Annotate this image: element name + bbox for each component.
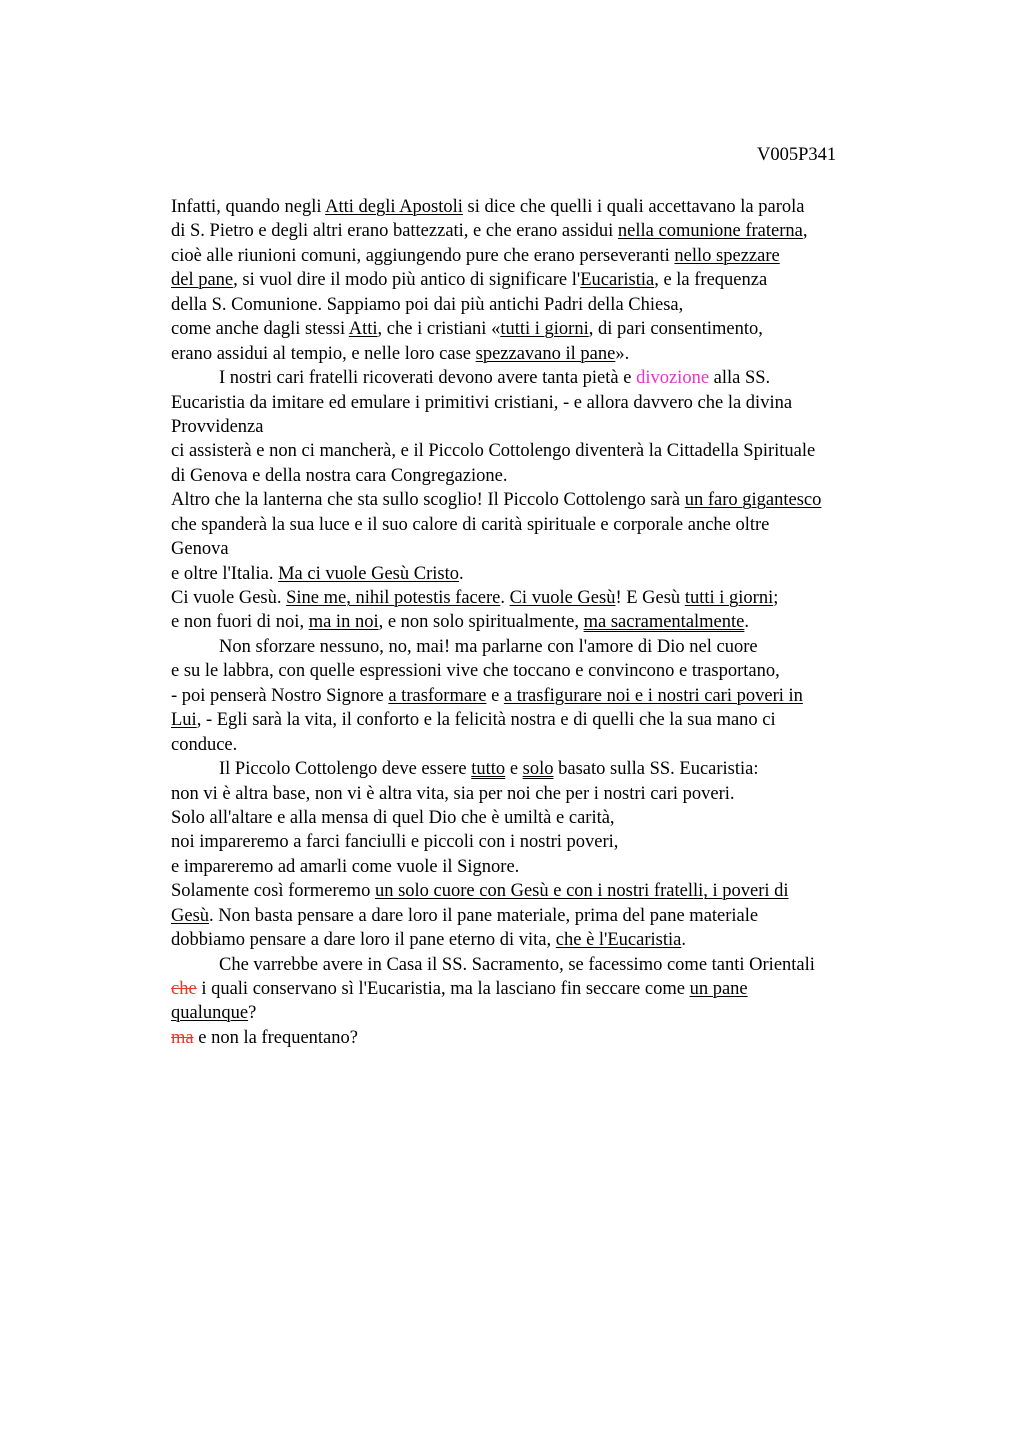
- text-line: [171, 830, 911, 854]
- marked-text: ma in noi: [308, 612, 379, 633]
- text-segment: alla SS.: [709, 368, 771, 389]
- text-line: [171, 806, 911, 830]
- text-line: [171, 415, 911, 439]
- marked-text: a trasfigurare noi e i nostri cari poveri in: [503, 685, 803, 706]
- document-body: [171, 195, 911, 1050]
- marked-text: Eucaristia: [580, 270, 655, 291]
- text-segment: , si vuol dire il modo più antico di significare l': [233, 270, 581, 291]
- marked-text: Ci vuole Gesù: [509, 588, 616, 608]
- marked-text: che è l'Eucaristia: [555, 930, 682, 951]
- text-line: [171, 928, 911, 952]
- text-segment: ci assisterà e non ci mancherà, e il Piccolo Cottolengo diventerà la Cittadella Spirituale: [171, 441, 816, 462]
- text-segment: , e la frequenza: [654, 270, 768, 291]
- text-line: [171, 757, 911, 781]
- marked-text: del pane: [171, 270, 234, 291]
- text-segment: Solo all'altare e alla mensa di quel Dio che è umiltà e carità,: [171, 807, 615, 828]
- text-line: [171, 684, 911, 708]
- text-line: [171, 219, 911, 243]
- deleted-text: che: [171, 979, 197, 999]
- text-line: [171, 317, 911, 341]
- marked-text: spezzavano il pane: [475, 343, 616, 364]
- text-segment: che spanderà la sua luce e il suo calore di carità spirituale e corporale anche oltre: [171, 514, 770, 535]
- marked-text: qualunque: [171, 1003, 249, 1024]
- marked-text: divozione: [636, 368, 710, 389]
- text-segment: non vi è altra base, non vi è altra vita, sia per noi che per i nostri cari poveri.: [171, 783, 735, 804]
- marked-text: tutti i giorni: [684, 588, 774, 608]
- text-line: [171, 513, 911, 537]
- text-segment: , di pari consentimento,: [588, 319, 763, 340]
- text-line: [171, 659, 911, 683]
- marked-text: tutto: [471, 759, 506, 780]
- text-line: [171, 342, 911, 366]
- marked-text: un faro gigantesco: [684, 490, 822, 511]
- marked-text: un pane: [689, 979, 748, 999]
- text-segment: basato sulla SS. Eucaristia:: [553, 759, 759, 780]
- page-code: V005P341: [757, 145, 837, 165]
- text-line: [171, 708, 911, 732]
- text-segment: Solamente così formeremo: [171, 881, 375, 902]
- text-line: [171, 782, 911, 806]
- marked-text: un solo cuore con Gesù e con i nostri fratelli, i poveri di: [374, 881, 789, 902]
- text-segment: ».: [615, 343, 630, 364]
- marked-text: Gesù: [171, 905, 210, 926]
- text-segment: e: [486, 685, 504, 706]
- marked-text: Sine me, nihil potestis facere: [286, 588, 501, 608]
- text-segment: e su le labbra, con quelle espressioni vive che toccano e convincono e trasportano,: [171, 661, 780, 682]
- text-segment: e impareremo ad amarli come vuole il Signore.: [171, 856, 520, 877]
- text-line: [171, 195, 911, 219]
- text-segment: ?: [248, 1003, 257, 1024]
- marked-text: Ma ci vuole Gesù Cristo: [278, 563, 459, 584]
- marked-text: nello spezzare: [674, 245, 780, 266]
- text-line: [171, 586, 911, 610]
- text-segment: i quali conservano sì l'Eucaristia, ma la lasciano fin seccare come: [196, 979, 690, 999]
- marked-text: a trasformare: [388, 685, 487, 706]
- text-segment: come anche dagli stessi: [171, 319, 349, 340]
- text-segment: .: [458, 563, 464, 584]
- text-segment: e non la frequentano?: [193, 1027, 358, 1048]
- text-segment: Il Piccolo Cottolengo deve essere: [219, 759, 472, 780]
- text-segment: e non fuori di noi,: [171, 612, 309, 633]
- text-line: [171, 1026, 911, 1050]
- text-segment: , che i cristiani «: [377, 319, 501, 340]
- text-segment: noi impareremo a farci fanciulli e piccoli con i nostri poveri,: [171, 832, 619, 853]
- text-segment: Non sforzare nessuno, no, mai! ma parlarne con l'amore di Dio nel cuore: [219, 636, 758, 657]
- text-line: [171, 1001, 911, 1025]
- text-line: [171, 488, 911, 512]
- text-segment: cioè alle riunioni comuni, aggiungendo pure che erano perseveranti: [171, 245, 675, 266]
- text-segment: Infatti, quando negli: [171, 197, 326, 217]
- text-segment: e: [505, 759, 523, 780]
- text-segment: conduce.: [171, 734, 238, 755]
- text-line: [171, 904, 911, 928]
- marked-text: Atti degli Apostoli: [325, 197, 463, 217]
- text-segment: si dice che quelli i quali accettavano la parola: [462, 197, 805, 217]
- text-line: [171, 879, 911, 903]
- text-segment: Provvidenza: [171, 416, 264, 437]
- text-segment: , - Egli sarà la vita, il conforto e la felicità nostra e di quelli che la sua mano ci: [196, 710, 776, 731]
- text-line: [171, 977, 911, 1001]
- text-line: [171, 953, 911, 977]
- text-segment: .: [500, 588, 510, 608]
- marked-text: nella comunione fraterna: [617, 221, 803, 242]
- text-segment: dobbiamo pensare a dare loro il pane eterno di vita,: [171, 930, 556, 951]
- text-segment: Che varrebbe avere in Casa il SS. Sacramento, se facessimo come tanti Orientali: [219, 954, 815, 975]
- text-segment: erano assidui al tempio, e nelle loro case: [171, 343, 476, 364]
- marked-text: Atti: [348, 319, 378, 340]
- text-segment: I nostri cari fratelli ricoverati devono avere tanta pietà e: [219, 368, 637, 389]
- text-line: [171, 366, 911, 390]
- text-segment: .: [744, 612, 749, 633]
- text-segment: Altro che la lanterna che sta sullo scoglio! Il Piccolo Cottolengo sarà: [171, 490, 685, 511]
- marked-text: ma sacramentalmente: [583, 612, 745, 633]
- text-segment: .: [681, 930, 686, 951]
- text-segment: Genova: [171, 539, 229, 560]
- text-line: [171, 391, 911, 415]
- text-segment: , e non solo spiritualmente,: [378, 612, 584, 633]
- marked-text: Lui: [171, 710, 197, 731]
- text-line: [171, 537, 911, 561]
- text-line: [171, 268, 911, 292]
- text-line: [171, 464, 911, 488]
- text-segment: - poi penserà Nostro Signore: [171, 685, 389, 706]
- text-segment: della S. Comunione. Sappiamo poi dai più antichi Padri della Chiesa,: [171, 294, 684, 315]
- marked-text: solo: [522, 759, 554, 780]
- text-segment: Ci vuole Gesù.: [171, 588, 287, 608]
- text-line: [171, 244, 911, 268]
- text-line: [171, 293, 911, 317]
- text-segment: di Genova e della nostra cara Congregazione.: [171, 465, 508, 486]
- text-segment: ! E Gesù: [615, 588, 685, 608]
- text-segment: di S. Pietro e degli altri erano battezzati, e che erano assidui: [171, 221, 618, 242]
- text-line: [171, 733, 911, 757]
- text-line: [171, 610, 911, 634]
- text-line: [171, 635, 911, 659]
- text-line: [171, 855, 911, 879]
- text-line: [171, 562, 911, 586]
- marked-text: tutti i giorni: [500, 319, 589, 340]
- text-segment: Eucaristia da imitare ed emulare i primitivi cristiani, - e allora davvero che la divina: [171, 392, 793, 413]
- text-segment: ,: [802, 221, 808, 242]
- text-segment: e oltre l'Italia.: [171, 563, 279, 584]
- deleted-text: ma: [171, 1027, 194, 1048]
- text-segment: ;: [773, 588, 779, 608]
- text-line: [171, 439, 911, 463]
- text-segment: . Non basta pensare a dare loro il pane materiale, prima del pane materiale: [209, 905, 759, 926]
